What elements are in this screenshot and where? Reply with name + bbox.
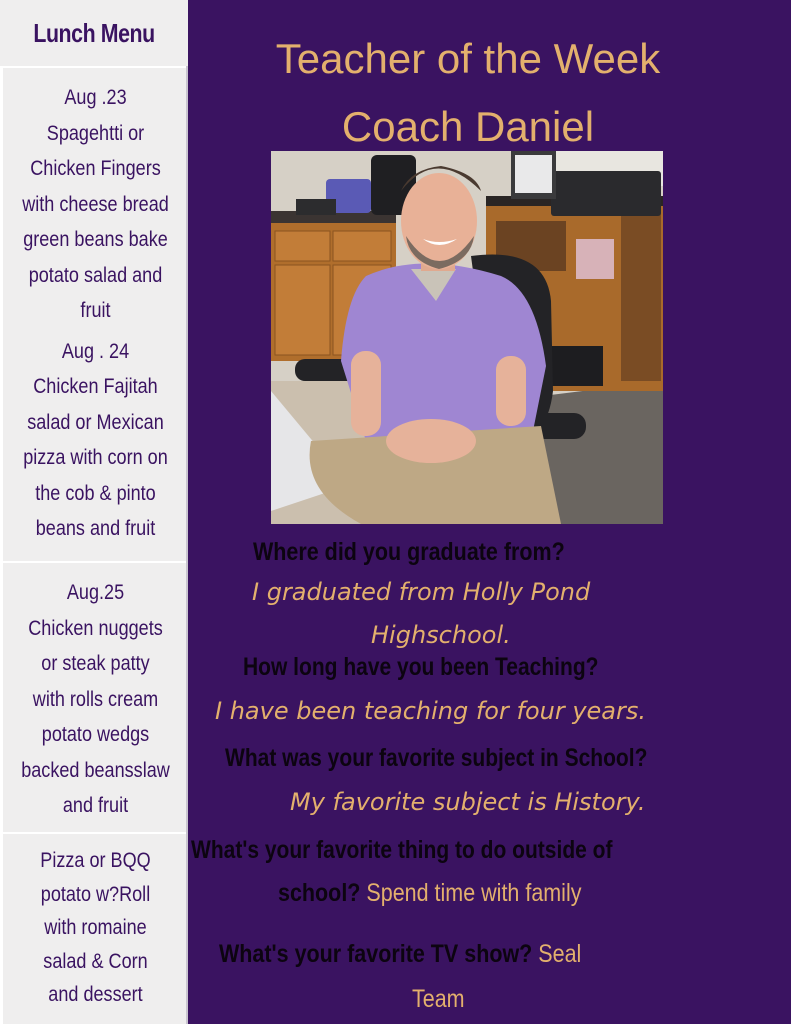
menu-line: Aug .23 <box>64 86 127 109</box>
menu-line: Pizza or BQQ <box>40 849 151 872</box>
answer-tv-show-line2: Team <box>412 985 465 1013</box>
answer-graduate-line1: I graduated from Holly Pond <box>252 578 591 606</box>
menu-line: salad or Mexican <box>27 410 164 434</box>
teacher-photo <box>271 151 663 524</box>
menu-line: and fruit <box>62 794 129 817</box>
question-graduate: Where did you graduate from? <box>253 538 565 566</box>
menu-line: or steak patty <box>41 652 150 675</box>
question-outside-school-line1: What's your favorite thing to do outside of <box>191 836 613 864</box>
menu-line: Aug . 24 <box>61 339 130 363</box>
menu-line: Chicken Fajitah <box>33 375 158 398</box>
answer-outside-school: Spend time with family <box>366 879 582 907</box>
question-subject: What was your favorite subject in School? <box>225 744 648 772</box>
menu-line: with rolls cream <box>32 687 159 711</box>
question-outside-school-line2: school? Spend time with family <box>278 879 582 907</box>
menu-line: fruit <box>80 299 111 322</box>
menu-day-box <box>3 68 188 561</box>
teacher-photo-illustration <box>271 151 663 524</box>
menu-line: potato wedgs <box>41 723 150 746</box>
menu-line: potato salad and <box>28 263 163 287</box>
menu-line: pizza with corn on <box>23 446 168 469</box>
question-teaching: How long have you been Teaching? <box>243 653 599 681</box>
menu-line: Chicken nuggets <box>28 616 163 640</box>
question-tv-show: What's your favorite TV show? Seal <box>219 940 582 968</box>
answer-graduate-line2: Highschool. <box>371 621 511 649</box>
answer-tv-show-line1: Seal <box>538 940 582 968</box>
teacher-name: Coach Daniel <box>341 103 595 150</box>
lunch-menu-header: Lunch Menu <box>0 0 188 66</box>
menu-line: and dessert <box>48 983 143 1006</box>
menu-day-box <box>3 834 188 1024</box>
menu-line: Aug.25 <box>66 581 125 604</box>
menu-line: salad & Corn <box>43 949 148 973</box>
menu-line: Spagehtti or <box>46 121 145 145</box>
menu-line: beans and fruit <box>35 517 156 540</box>
menu-line: with cheese bread <box>22 192 169 216</box>
menu-divider <box>186 66 188 1024</box>
menu-day-box <box>3 563 188 832</box>
answer-subject: My favorite subject is History. <box>290 788 646 816</box>
answer-teaching: I have been teaching for four years. <box>215 697 647 725</box>
menu-line: Chicken Fingers <box>30 157 161 180</box>
menu-line: backed beansslaw <box>21 758 170 782</box>
feature-title: Teacher of the Week <box>275 35 661 82</box>
menu-line: potato w?Roll <box>40 882 151 906</box>
menu-line: the cob & pinto <box>35 481 156 505</box>
menu-line: green beans bake <box>23 228 168 251</box>
menu-line: with romaine <box>44 916 147 939</box>
